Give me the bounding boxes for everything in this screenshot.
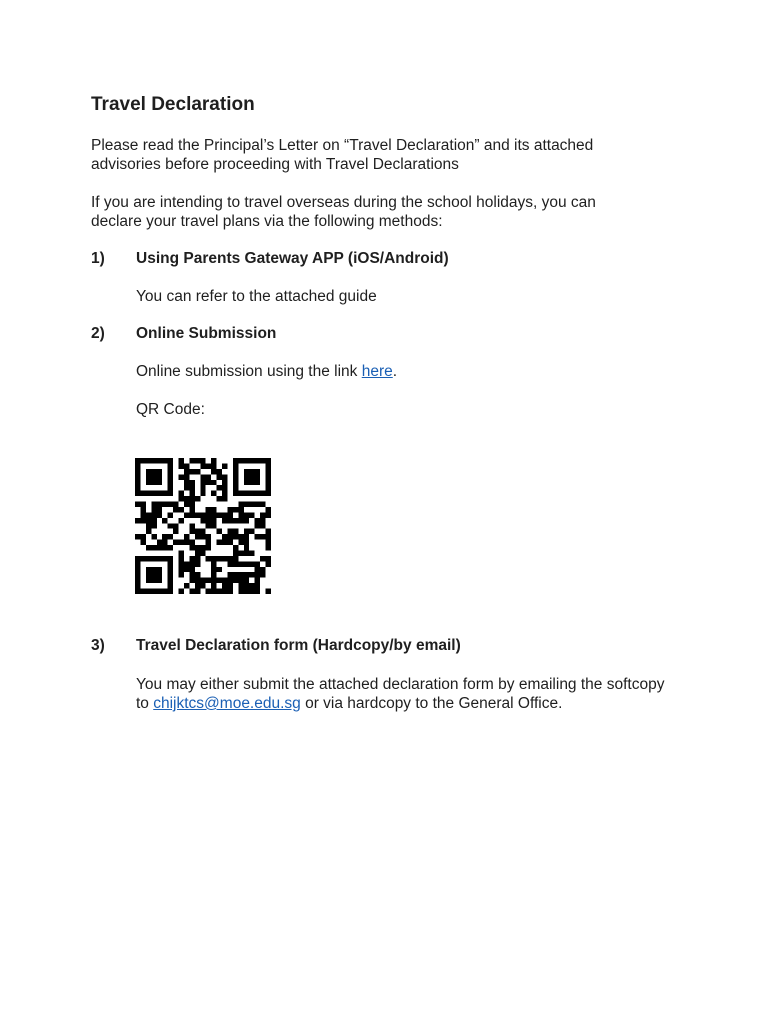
item-2-text	[136, 362, 676, 381]
item-3-text	[136, 675, 676, 713]
item-3-text-before: You may either submit the attached declaration form by emailing the softcopy to	[136, 676, 665, 712]
item-3-text-after: or via hardcopy to the General Office.	[300, 695, 563, 712]
intro-paragraph: Please read the Principal’s Letter on “Travel Declaration” and its attached advisories before proceeding with Travel Declarations	[91, 137, 594, 173]
online-submission-link[interactable]: here	[361, 363, 393, 380]
lead-paragraph: If you are intending to travel overseas during the school holidays, you can declare your travel plans via the following methods:	[91, 194, 596, 230]
item-3-number: 3)	[91, 637, 105, 654]
qr-code-image	[135, 455, 271, 597]
item-3-heading: Travel Declaration form (Hardcopy/by email)	[136, 637, 461, 654]
email-link[interactable]: chijktcs@moe.edu.sg	[153, 695, 301, 712]
item-2-text-after: .	[392, 363, 398, 380]
item-1-text: You can refer to the attached guide	[136, 288, 377, 305]
item-2-heading: Online Submission	[136, 325, 277, 342]
item-1-number: 1)	[91, 250, 105, 267]
qr-code-label: QR Code:	[136, 401, 205, 418]
item-2-text-before: Online submission using the link	[136, 363, 362, 380]
item-2-number: 2)	[91, 325, 105, 342]
item-1-heading: Using Parents Gateway APP (iOS/Android)	[136, 250, 449, 267]
page-title: Travel Declaration	[91, 94, 255, 115]
